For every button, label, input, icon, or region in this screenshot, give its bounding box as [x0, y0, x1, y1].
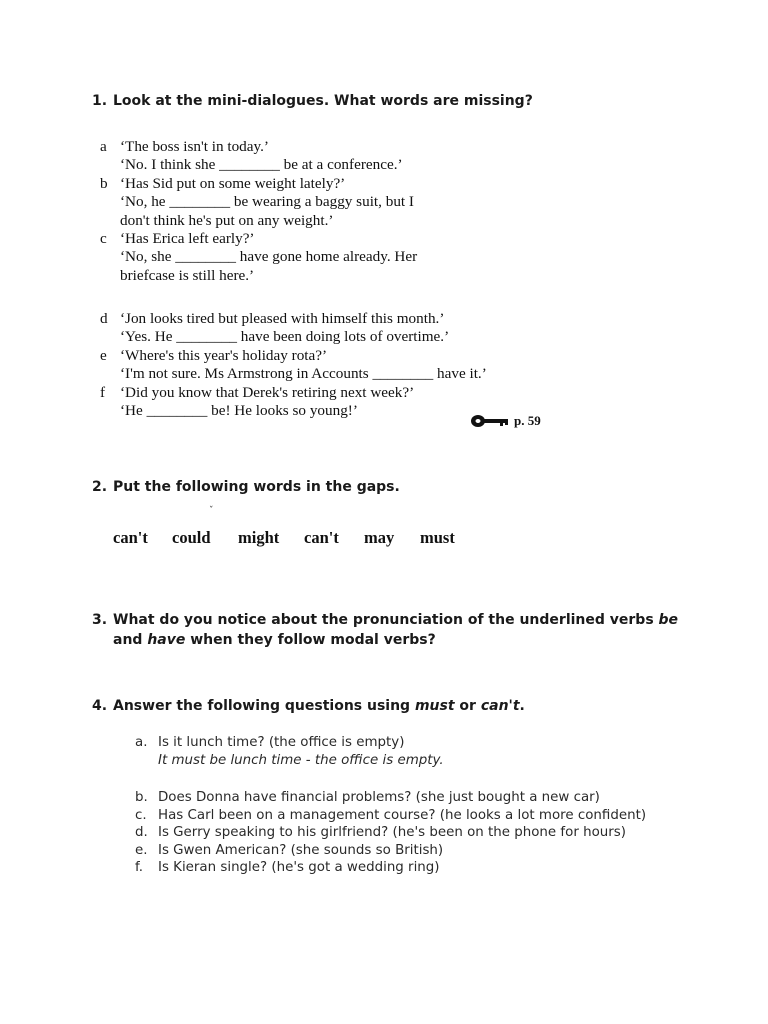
word-bank-item: can't [113, 528, 148, 547]
question-4-text-part-3: . [519, 698, 525, 714]
word-bank-item: could [172, 528, 211, 547]
question-4-text-part-2: or [454, 698, 481, 714]
question-1-text: Look at the mini-dialogues. What words are missing? [113, 93, 533, 109]
question-4-heading [92, 698, 525, 714]
question-1-number: 1. [92, 93, 108, 109]
item-text: Is Gwen American? (she sounds so British) [158, 842, 444, 858]
question-4-number: 4. [92, 698, 108, 714]
dialogue-c-letter: c [100, 229, 107, 247]
question-3-text-part-1: What do you notice about the pronunciation of the underlined verbs [113, 612, 659, 628]
word-bank-item: may [364, 528, 395, 547]
item-label: a. [135, 735, 148, 750]
word-bank-item: must [420, 528, 455, 547]
dialogue-f-text-1: ‘Did you know that Derek's retiring next week?’ [120, 383, 415, 401]
dialogue-b-text-1: ‘Has Sid put on some weight lately?’ [120, 174, 346, 192]
item-label: d. [135, 825, 148, 841]
word-bank-item: might [238, 528, 280, 547]
item-text: Is it lunch time? (the office is empty) [158, 735, 405, 750]
item-text: Has Carl been on a management course? (he looks a lot more confident) [158, 807, 647, 823]
dialogue-b-text-3: don't think he's put on any weight.’ [120, 211, 334, 229]
dialogue-c-text-2: ‘No, she ________ have gone home already. Her [120, 248, 418, 266]
dialogue-e-text-2: ‘I'm not sure. Ms Armstrong in Accounts ________ have it.’ [120, 365, 487, 383]
dialogue-f-text-2: ‘He ________ be! He looks so young!’ [120, 401, 358, 419]
dialogue-a-text-2: ‘No. I think she ________ be at a conference.’ [120, 156, 403, 174]
question-3-text-part-2: and [113, 632, 148, 648]
question-3-text-line-1 [113, 612, 678, 628]
question-2-text: Put the following words in the gaps. [113, 479, 400, 495]
example-answer: It must be lunch time - the office is empty. [158, 752, 444, 768]
dialogue-b-letter: b [100, 174, 108, 192]
question-4-em-cant: can't [480, 698, 520, 714]
question-1-heading [92, 93, 533, 109]
item-label: f. [135, 860, 143, 876]
dialogue-a-letter: a [100, 138, 107, 155]
item-text: Is Gerry speaking to his girlfriend? (he's been on the phone for hours) [158, 825, 626, 841]
tick-mark: ˇ [209, 506, 214, 516]
dialogue-d-letter: d [100, 310, 108, 327]
question-3-text-part-3: when they follow modal verbs? [185, 632, 436, 648]
item-label: b. [135, 790, 148, 805]
dialogue-d-text-1: ‘Jon looks tired but pleased with himself this month.’ [120, 310, 445, 327]
question-4-text [113, 698, 525, 714]
question-4-text-part-1: Answer the following questions using [113, 698, 415, 714]
question-3-em-be: be [658, 612, 679, 628]
question-3-number: 3. [92, 612, 108, 628]
dialogue-c-text-3: briefcase is still here.’ [120, 266, 255, 284]
item-text: Does Donna have financial problems? (she just bought a new car) [158, 790, 600, 805]
question-3-heading [92, 612, 678, 628]
question-2-heading [92, 479, 400, 495]
dialogue-a-text-1: ‘The boss isn't in today.’ [120, 138, 269, 155]
item-label: c. [135, 807, 147, 823]
question-3-heading-line-2 [113, 632, 436, 648]
question-2-number: 2. [92, 479, 108, 495]
dialogue-c-text-1: ‘Has Erica left early?’ [120, 229, 255, 247]
dialogue-e-text-1: ‘Where's this year's holiday rota?’ [120, 346, 328, 364]
question-4-em-must: must [414, 698, 455, 714]
item-text: Is Kieran single? (he's got a wedding ring) [158, 860, 440, 876]
dialogue-b-text-2: ‘No, he ________ be wearing a baggy suit, but I [120, 193, 414, 211]
key-page-reference: p. 59 [514, 413, 541, 428]
dialogue-f-letter: f [100, 383, 106, 401]
item-label: e. [135, 842, 148, 858]
dialogue-d-text-2: ‘Yes. He ________ have been doing lots of overtime.’ [120, 328, 450, 346]
question-3-em-have: have [147, 632, 186, 648]
dialogue-e-letter: e [100, 346, 107, 364]
word-bank-item: can't [304, 528, 339, 547]
